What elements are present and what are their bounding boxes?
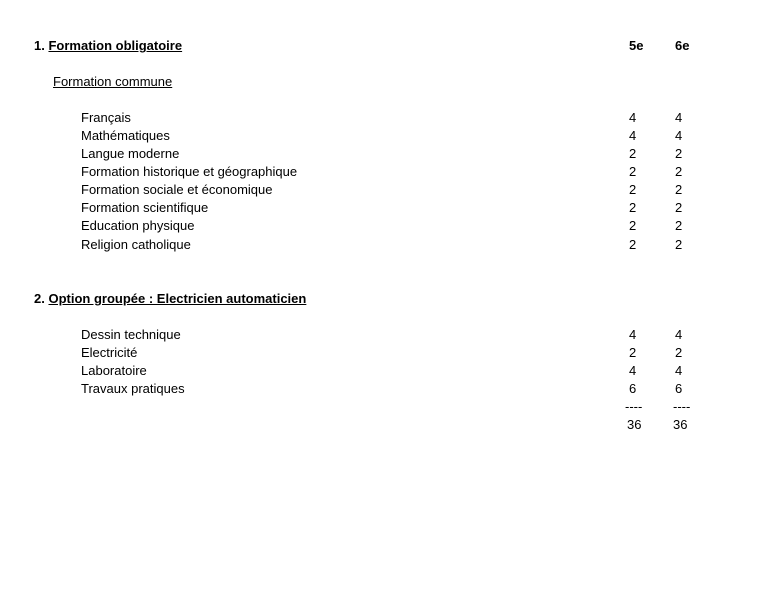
section1-heading [34, 37, 182, 55]
total-separator-5e: ---- [625, 399, 643, 414]
subject-name: Formation sociale et économique [81, 182, 273, 197]
hours-5e: 2 [629, 164, 637, 179]
section1-title: Formation obligatoire [48, 38, 183, 53]
total-6e: 36 [673, 417, 688, 432]
hours-5e: 2 [629, 218, 637, 233]
hours-5e: 4 [629, 363, 637, 378]
subject-name: Religion catholique [81, 237, 191, 252]
section2-number: 2. [34, 291, 45, 306]
col-header-6e: 6e [675, 38, 690, 53]
subject-name: Laboratoire [81, 363, 147, 378]
section2-title: Option groupée : Electricien automaticien [48, 291, 307, 306]
subheading-formation-commune: Formation commune [53, 74, 173, 89]
hours-6e: 4 [675, 363, 683, 378]
hours-6e: 2 [675, 200, 683, 215]
section1-number: 1. [34, 38, 45, 53]
hours-6e: 2 [675, 218, 683, 233]
hours-6e: 2 [675, 237, 683, 252]
hours-6e: 4 [675, 327, 683, 342]
subject-name: Formation historique et géographique [81, 164, 298, 179]
hours-5e: 4 [629, 110, 637, 125]
total-5e: 36 [627, 417, 642, 432]
hours-6e: 2 [675, 146, 683, 161]
hours-6e: 2 [675, 164, 683, 179]
hours-5e: 2 [629, 146, 637, 161]
subject-name: Langue moderne [81, 146, 180, 161]
hours-5e: 4 [629, 128, 637, 143]
hours-5e: 2 [629, 182, 637, 197]
subject-name: Formation scientifique [81, 200, 209, 215]
hours-6e: 2 [675, 182, 683, 197]
section2-heading [34, 290, 306, 308]
col-header-5e: 5e [629, 38, 644, 53]
hours-5e: 2 [629, 200, 637, 215]
hours-6e: 6 [675, 381, 683, 396]
subject-name: Travaux pratiques [81, 381, 185, 396]
subject-name: Mathématiques [81, 128, 170, 143]
hours-6e: 4 [675, 128, 683, 143]
hours-6e: 2 [675, 345, 683, 360]
subject-name: Education physique [81, 218, 195, 233]
hours-6e: 4 [675, 110, 683, 125]
total-separator-6e: ---- [673, 399, 691, 414]
subject-name: Français [81, 110, 131, 125]
hours-5e: 6 [629, 381, 637, 396]
hours-5e: 2 [629, 237, 637, 252]
hours-5e: 4 [629, 327, 637, 342]
subject-name: Dessin technique [81, 327, 181, 342]
subject-name: Electricité [81, 345, 138, 360]
hours-5e: 2 [629, 345, 637, 360]
